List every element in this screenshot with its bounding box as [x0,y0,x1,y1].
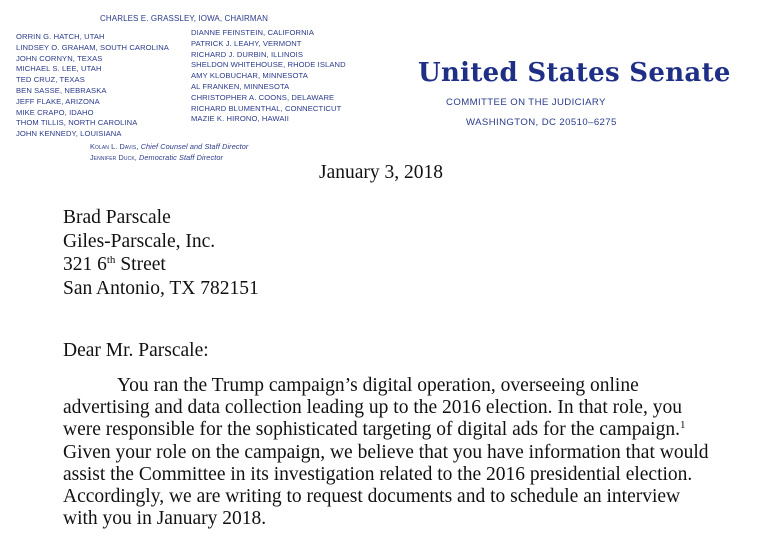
member-name: RICHARD J. DURBIN, ILLINOIS [191,49,303,59]
senate-title: United States Senate [418,58,731,88]
member-name: JOHN KENNEDY, LOUISIANA [16,129,122,139]
footnote-marker: 1 [679,419,686,432]
member-name: JOHN CORNYN, TEXAS [16,53,103,63]
member-name: BEN SASSE, NEBRASKA [16,85,107,95]
committee-address: WASHINGTON, DC 20510–6275 [466,117,617,128]
staff-directors [90,142,248,163]
street-name: Street [115,254,166,275]
minority-members-list [191,28,346,125]
staff-name: Jennifer Duck, [90,152,137,162]
member-name: TED CRUZ, TEXAS [16,75,85,85]
member-name: PATRICK J. LEAHY, VERMONT [191,38,302,48]
paragraph-line [63,419,713,441]
paragraph-line-text: were responsible for the sophisticated targeting of digital ads for the campaign. [63,419,680,441]
member-name: AL FRANKEN, MINNESOTA [191,81,290,91]
majority-members-list [16,32,169,140]
street-number: 321 6 [63,254,107,275]
paragraph-line: Given your role on the campaign, we believe that you have information that would [63,441,709,463]
paragraph-line: You ran the Trump campaign’s digital operation, overseeing online [117,375,639,396]
staff-line [90,153,248,164]
recipient-city: San Antonio, TX 782151 [63,277,259,299]
staff-line [90,142,248,153]
recipient-company: Giles-Parscale, Inc. [63,230,216,252]
staff-title: Chief Counsel and Staff Director [140,142,249,151]
staff-title: Democratic Staff Director [139,152,224,162]
paragraph-line: Accordingly, we are writing to request documents and to schedule an interview [63,486,681,508]
member-name: DIANNE FEINSTEIN, CALIFORNIA [191,28,315,37]
letter-date: January 3, 2018 [319,162,444,183]
committee-name: COMMITTEE ON THE JUDICIARY [446,97,606,108]
member-name: MAZIE K. HIRONO, HAWAII [191,114,289,124]
member-name: JEFF FLAKE, ARIZONA [16,96,100,106]
recipient-address [63,206,259,300]
paragraph-line: advertising and data collection leading up to the 2016 election. In that role, you [63,397,682,419]
chairman-line: CHARLES E. GRASSLEY, IOWA, CHAIRMAN [100,14,268,23]
member-name: MIKE CRAPO, IDAHO [16,107,94,117]
member-name: RICHARD BLUMENTHAL, CONNECTICUT [191,103,342,113]
street-ordinal-suffix: th [106,254,116,266]
staff-name: Kolan L. Davis, [90,142,139,151]
member-name: ORRIN G. HATCH, UTAH [16,32,105,41]
letter-paragraph [63,375,713,530]
member-name: THOM TILLIS, NORTH CAROLINA [16,118,138,128]
member-name: AMY KLOBUCHAR, MINNESOTA [191,71,308,81]
member-name: CHRISTOPHER A. COONS, DELAWARE [191,92,335,102]
member-name: MICHAEL S. LEE, UTAH [16,64,102,74]
paragraph-line: assist the Committee in its investigation related to the 2016 presidential election. [63,463,693,485]
recipient-street [63,253,259,277]
salutation: Dear Mr. Parscale: [63,340,209,361]
paragraph-line: with you in January 2018. [63,508,267,530]
member-name: SHELDON WHITEHOUSE, RHODE ISLAND [191,60,346,70]
recipient-name: Brad Parscale [63,207,171,228]
member-name: LINDSEY O. GRAHAM, SOUTH CAROLINA [16,42,169,52]
